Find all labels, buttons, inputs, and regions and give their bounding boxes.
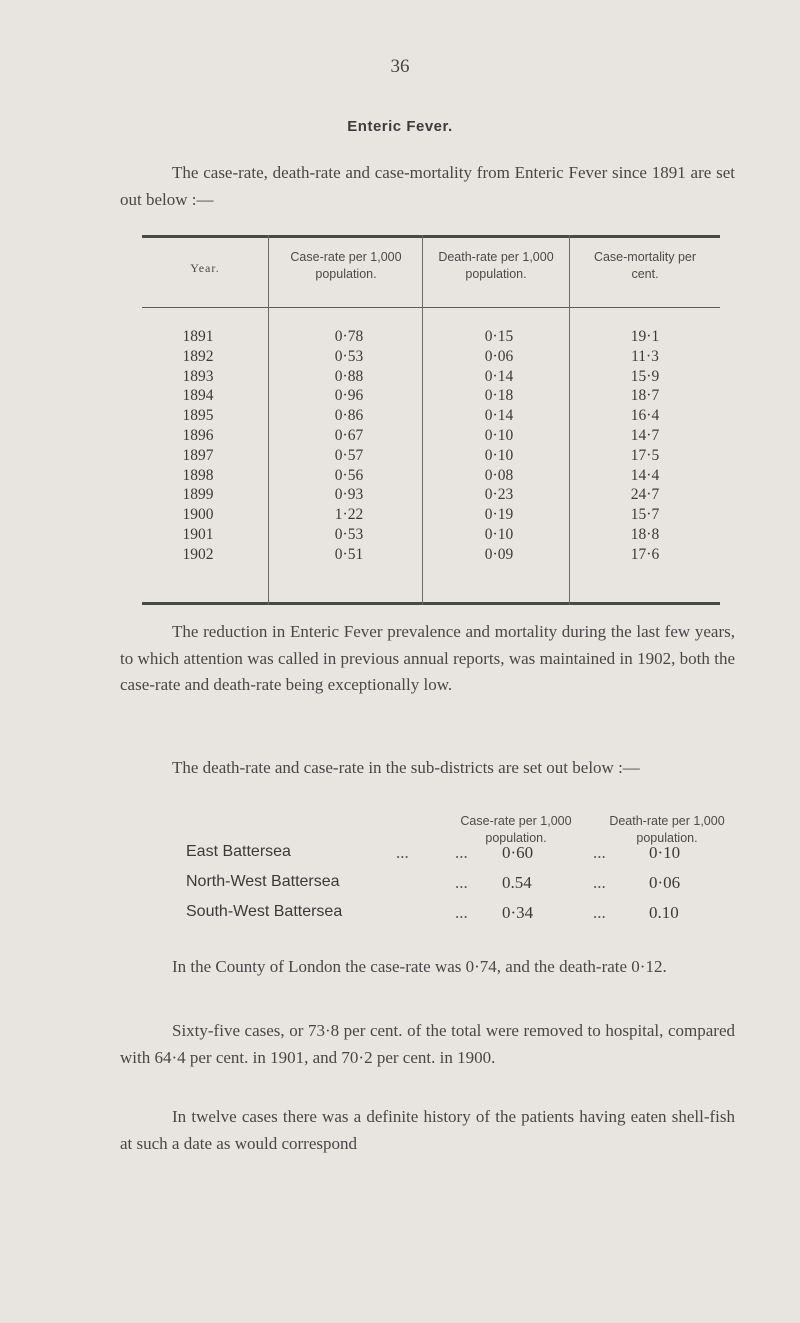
table-cell-death-rate: 0·10 (484, 525, 514, 543)
table-cell-case-mortality: 14·4 (630, 466, 660, 484)
death-rate-column (434, 327, 564, 565)
table-cell-year: 1892 (182, 347, 214, 365)
table-cell-year: 1896 (182, 426, 214, 444)
table-cell-year: 1894 (182, 387, 214, 405)
table-cell-case-rate: 0·53 (334, 525, 364, 543)
table-cell-case-mortality: 14·7 (630, 426, 660, 444)
table-cell-year: 1902 (182, 545, 214, 563)
table-cell-death-rate: 0·19 (484, 506, 514, 524)
section-heading: Enteric Fever. (347, 118, 453, 135)
subdistrict-header-case-rate: Case-rate per 1,000 population. (460, 814, 572, 845)
table-cell-case-rate: 0·51 (334, 545, 364, 563)
subdistricts-intro: The death-rate and case-rate in the sub-districts are set out below :— (172, 758, 640, 777)
subdistrict-death-rate: 0.10 (649, 903, 679, 922)
leader-dots: ... (593, 843, 606, 862)
table-cell-death-rate: 0·10 (484, 426, 514, 444)
header-case-rate: Case-rate per 1,000 population. (290, 250, 402, 281)
table-cell-year: 1891 (182, 328, 214, 345)
table-cell-death-rate: 0·18 (484, 387, 514, 405)
table-cell-case-rate: 0·86 (334, 407, 364, 425)
table-cell-case-rate: 0·67 (334, 426, 364, 444)
case-mortality-column (582, 327, 708, 565)
intro-paragraph: The case-rate, death-rate and case-mortality from Enteric Fever since 1891 are set out below :— (120, 163, 735, 209)
subdistrict-case-rate: 0.54 (502, 873, 532, 892)
year-column (142, 327, 254, 565)
subdistrict-case-rate: 0·34 (502, 903, 534, 922)
table-cell-year: 1899 (182, 486, 214, 504)
table-cell-death-rate: 0·14 (484, 367, 514, 385)
table-cell-case-rate: 1·22 (334, 506, 364, 524)
table-cell-death-rate: 0·14 (484, 407, 514, 425)
table-cell-case-rate: 0·53 (334, 347, 364, 365)
enteric-fever-table (142, 235, 720, 606)
subdistrict-row (0, 843, 800, 871)
subdistrict-death-rate: 0·06 (649, 873, 681, 892)
subdistrict-name: East Battersea (186, 843, 291, 860)
table-header-rule (142, 307, 720, 308)
subdistrict-row (0, 903, 800, 931)
leader-dots: ... (396, 843, 409, 862)
table-cell-death-rate: 0·08 (484, 466, 514, 484)
table-cell-year: 1895 (182, 407, 214, 425)
shellfish-paragraph: In twelve cases there was a definite history of the patients having eaten shell-fish at such a date as would correspond (120, 1107, 735, 1153)
table-cell-year: 1901 (182, 525, 214, 543)
table-cell-case-mortality: 18·7 (630, 387, 660, 405)
county-paragraph: In the County of London the case-rate was 0·74, and the death-rate 0·12. (172, 957, 667, 976)
table-cell-death-rate: 0·23 (484, 486, 514, 504)
table-cell-death-rate: 0·10 (484, 446, 514, 464)
table-bottom-rule (142, 602, 720, 605)
table-top-rule (142, 235, 720, 238)
table-cell-case-mortality: 11·3 (631, 347, 659, 365)
table-cell-case-mortality: 17·5 (630, 446, 660, 464)
hospital-paragraph: Sixty-five cases, or 73·8 per cent. of the total were removed to hospital, compared with 64·4 per cent. in 1901, and 70·2 per cent. in 1900. (120, 1021, 735, 1067)
column-divider (422, 235, 423, 605)
table-cell-case-rate: 0·78 (334, 328, 364, 345)
leader-dots: ... (593, 903, 606, 922)
header-death-rate: Death-rate per 1,000 population. (438, 250, 554, 281)
table-cell-death-rate: 0·06 (484, 347, 514, 365)
table-cell-year: 1900 (182, 506, 214, 524)
table-cell-case-mortality: 24·7 (630, 486, 660, 504)
table-cell-case-rate: 0·57 (334, 446, 364, 464)
leader-dots: ... (455, 903, 468, 922)
table-cell-case-rate: 0·56 (334, 466, 364, 484)
table-cell-year: 1898 (182, 466, 214, 484)
table-cell-case-rate: 0·96 (334, 387, 364, 405)
table-cell-case-mortality: 19·1 (630, 328, 660, 345)
table-cell-case-mortality: 15·7 (630, 506, 660, 524)
table-cell-year: 1897 (182, 446, 214, 464)
leader-dots: ... (455, 843, 468, 862)
table-cell-year: 1893 (182, 367, 214, 385)
subdistrict-death-rate: 0·10 (649, 843, 681, 862)
column-divider (268, 235, 269, 605)
subdistrict-name: South-West Battersea (186, 903, 343, 920)
table-cell-case-mortality: 17·6 (630, 545, 660, 563)
column-divider (569, 235, 570, 605)
table-cell-case-mortality: 16·4 (630, 407, 660, 425)
page-number: 36 (390, 56, 410, 77)
leader-dots: ... (593, 873, 606, 892)
table-cell-case-mortality: 15·9 (630, 367, 660, 385)
leader-dots: ... (455, 873, 468, 892)
header-case-mortality: Case-mortality per cent. (593, 250, 697, 281)
subdistrict-case-rate: 0·60 (502, 843, 534, 862)
table-cell-case-rate: 0·93 (334, 486, 364, 504)
subdistrict-header-death-rate: Death-rate per 1,000 population. (609, 814, 725, 845)
subdistrict-name: North-West Battersea (186, 873, 340, 890)
table-cell-death-rate: 0·15 (484, 328, 514, 345)
table-cell-case-rate: 0·88 (334, 367, 364, 385)
subdistrict-row (0, 873, 800, 901)
header-year: Year. (190, 261, 220, 275)
case-rate-column (284, 327, 414, 565)
reduction-paragraph: The reduction in Enteric Fever prevalence and mortality during the last few years, to which attention was called in previous annual reports, was maintained in 1902, both the case-rate and death-rate being exceptionally low. (120, 622, 735, 694)
table-cell-death-rate: 0·09 (484, 545, 514, 563)
table-cell-case-mortality: 18·8 (630, 525, 660, 543)
